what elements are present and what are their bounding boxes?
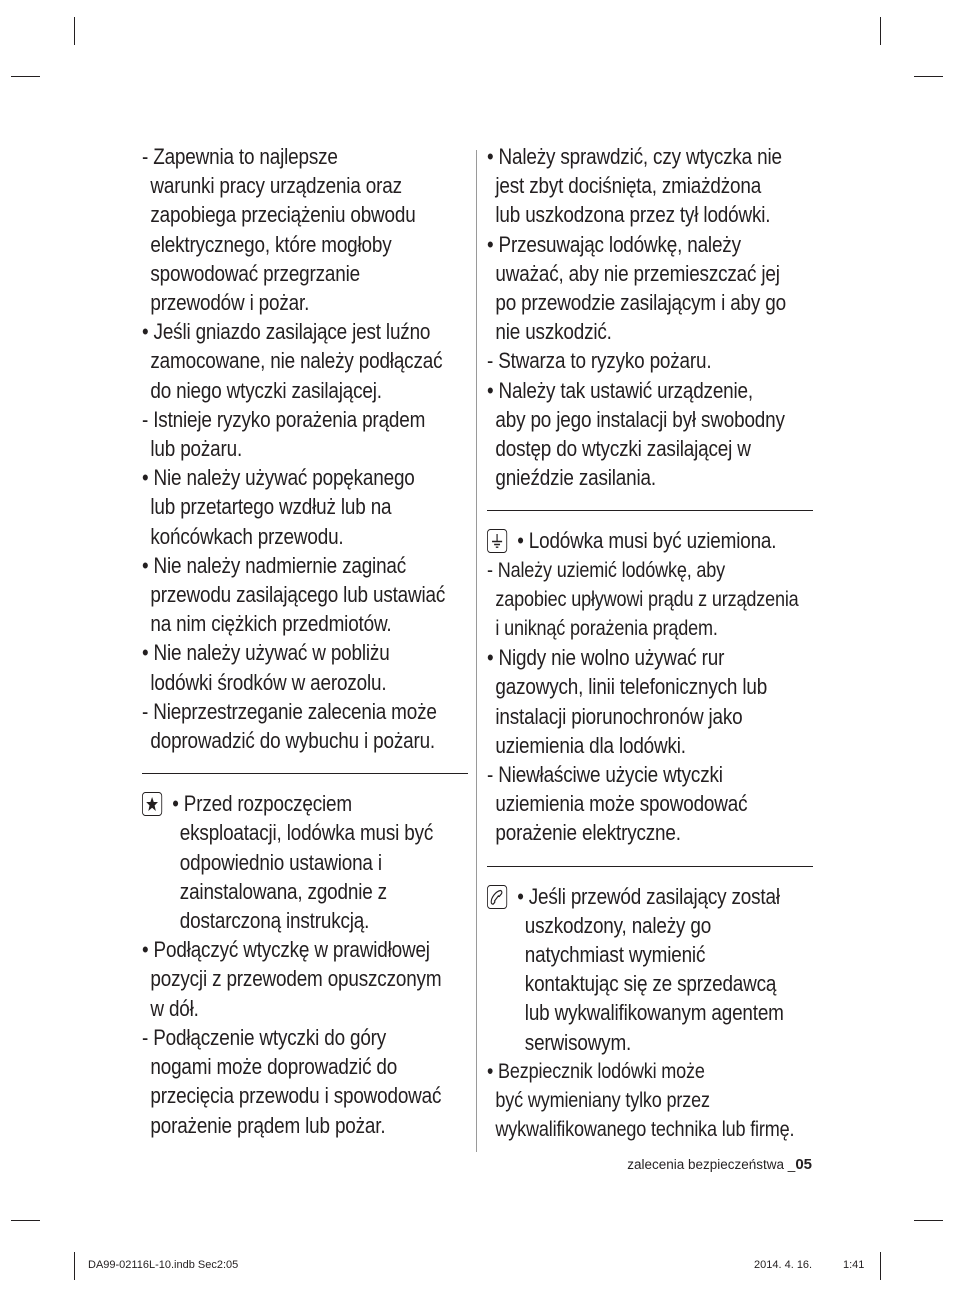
text-line: - Istnieje ryzyko porażenia prądem — [142, 406, 426, 432]
print-slug-time: 1:41 — [843, 1259, 865, 1271]
text-line: przewodów i pożar. — [150, 290, 310, 316]
text-line: • Podłączyć wtyczkę w prawidłowej — [142, 937, 430, 963]
text-line: pozycji z przewodem opuszczonym — [150, 966, 442, 992]
icon-text: • Lodówka musi być uziemiona. — [517, 528, 777, 554]
text-line: • Nie należy używać popękanego — [142, 465, 415, 491]
right-column — [487, 142, 813, 1145]
text-line: przecięcia przewodu i spowodować — [150, 1083, 442, 1109]
text-line: instalacji piorunochronów jako — [495, 703, 743, 729]
text-line: końcówkach przewodu. — [150, 523, 344, 549]
icon-text: • Jeśli przewód zasilający został — [517, 883, 780, 909]
text-line: zapobiega przeciążeniu obwodu — [150, 202, 416, 228]
text-line: - Podłączenie wtyczki do góry — [142, 1024, 387, 1050]
text-line: przewodu zasilającego lub ustawiać — [150, 582, 446, 608]
text-line — [487, 526, 777, 555]
text-line: nogami może doprowadzić do — [150, 1054, 398, 1080]
text-line: lub przetartego wzdłuż lub na — [150, 494, 392, 520]
text-line: do niego wtyczki zasilającej. — [150, 377, 382, 403]
text-line: • Nie należy używać w pobliżu — [142, 640, 390, 666]
print-slug-file: DA99-02116L-10.indb Sec2:05 — [88, 1259, 239, 1271]
right-text-block-1 — [487, 142, 813, 492]
phone-icon — [487, 885, 507, 909]
text-line: gnieździe zasilania. — [495, 465, 656, 491]
text-line: uziemienia dla lodówki. — [495, 732, 686, 758]
text-line: porażenie elektryczne. — [495, 820, 681, 846]
text-line: natychmiast wymienić — [524, 942, 706, 968]
text-line: - Stwarza to ryzyko pożaru. — [487, 348, 712, 374]
text-line: lub pożaru. — [150, 436, 243, 462]
text-line: lodówki środków w aerozolu. — [150, 669, 387, 695]
text-line: • Bezpiecznik lodówki może — [487, 1058, 705, 1083]
text-line: w dół. — [150, 995, 199, 1021]
text-line: doprowadzić do wybuchu i pożaru. — [150, 728, 436, 754]
text-line: - Niewłaściwe użycie wtyczki — [487, 762, 723, 788]
section-separator — [487, 510, 813, 511]
text-line: - Zapewnia to najlepsze — [142, 144, 338, 169]
text-line — [487, 882, 780, 911]
crop-mark — [74, 1252, 75, 1280]
text-line: aby po jego instalacji był swobodny — [495, 406, 785, 432]
text-line: serwisowym. — [524, 1029, 632, 1055]
text-line: zamocowane, nie należy podłączać — [150, 348, 443, 374]
text-line: • Nigdy nie wolno używać rur — [487, 645, 725, 671]
crop-mark — [914, 1220, 943, 1221]
text-line: zapobiec upływowi prądu z urządzenia — [495, 586, 799, 611]
crop-mark — [11, 1220, 40, 1221]
right-text-block-3 — [487, 882, 813, 1145]
page-number: 05 — [795, 1156, 812, 1173]
text-line: warunki pracy urządzenia oraz — [150, 173, 402, 199]
text-line: • Nie należy nadmiernie zaginać — [142, 552, 407, 578]
text-line: - Należy uziemić lodówkę, aby — [487, 557, 726, 582]
text-line: uszkodzony, należy go — [524, 912, 712, 938]
section-name: zalecenia bezpieczeństwa _ — [627, 1157, 796, 1172]
print-slug-date: 2014. 4. 16. — [754, 1259, 813, 1271]
text-line: - Nieprzestrzeganie zalecenia może — [142, 698, 437, 724]
text-line: uważać, aby nie przemieszczać jej — [495, 260, 780, 286]
left-column — [142, 142, 468, 1140]
text-line: • Jeśli gniazdo zasilające jest luźno — [142, 319, 431, 345]
text-line: po przewodzie zasilającym i aby go — [495, 290, 786, 316]
text-line: porażenie prądem lub pożar. — [150, 1112, 386, 1138]
text-line: dostarczoną instrukcją. — [179, 908, 370, 934]
text-line: kontaktując się ze sprzedawcą — [524, 971, 777, 997]
text-line: uziemienia może spowodować — [495, 791, 748, 817]
text-line — [142, 789, 416, 818]
crop-mark — [74, 17, 75, 45]
text-line: być wymieniany tylko przez — [495, 1088, 710, 1113]
text-line: • Przesuwając lodówkę, należy — [487, 231, 741, 257]
text-line: lub wykwalifikowanym agentem — [524, 1000, 784, 1026]
column-divider — [476, 150, 477, 1152]
text-line: gazowych, linii telefonicznych lub — [495, 674, 768, 700]
right-text-block-2 — [487, 526, 813, 847]
text-line: nie uszkodzić. — [495, 319, 612, 345]
left-text-block-2 — [142, 789, 468, 1139]
page-footer — [600, 1156, 812, 1173]
text-line: spowodować przegrzanie — [150, 260, 360, 286]
text-line: lub uszkodzona przez tył lodówki. — [495, 202, 771, 228]
text-line: jest zbyt dociśnięta, zmiażdżona — [495, 173, 762, 199]
crop-mark — [914, 76, 943, 77]
text-line: eksploatacji, lodówka musi być — [179, 820, 434, 846]
text-line: elektrycznego, które mogłoby — [150, 231, 392, 257]
text-line: • Należy tak ustawić urządzenie, — [487, 377, 753, 403]
crop-mark — [880, 1252, 881, 1280]
ground-icon — [487, 529, 507, 553]
crop-mark — [880, 17, 881, 45]
text-line: na nim ciężkich przedmiotów. — [150, 611, 392, 637]
text-line: wykwalifikowanego technika lub firmę. — [495, 1117, 795, 1142]
text-line: zainstalowana, zgodnie z — [179, 878, 387, 904]
section-separator — [142, 773, 468, 774]
section-separator — [487, 866, 813, 867]
icon-text: • Przed rozpoczęciem — [172, 791, 352, 817]
text-line: dostęp do wtyczki zasilającej w — [495, 436, 751, 462]
crop-mark — [11, 76, 40, 77]
text-line: i uniknąć porażenia prądem. — [495, 616, 718, 641]
text-line: odpowiednio ustawiona i — [179, 849, 382, 875]
text-line: • Należy sprawdzić, czy wtyczka nie — [487, 144, 782, 169]
left-text-block-1 — [142, 142, 468, 755]
star-icon — [142, 792, 162, 816]
